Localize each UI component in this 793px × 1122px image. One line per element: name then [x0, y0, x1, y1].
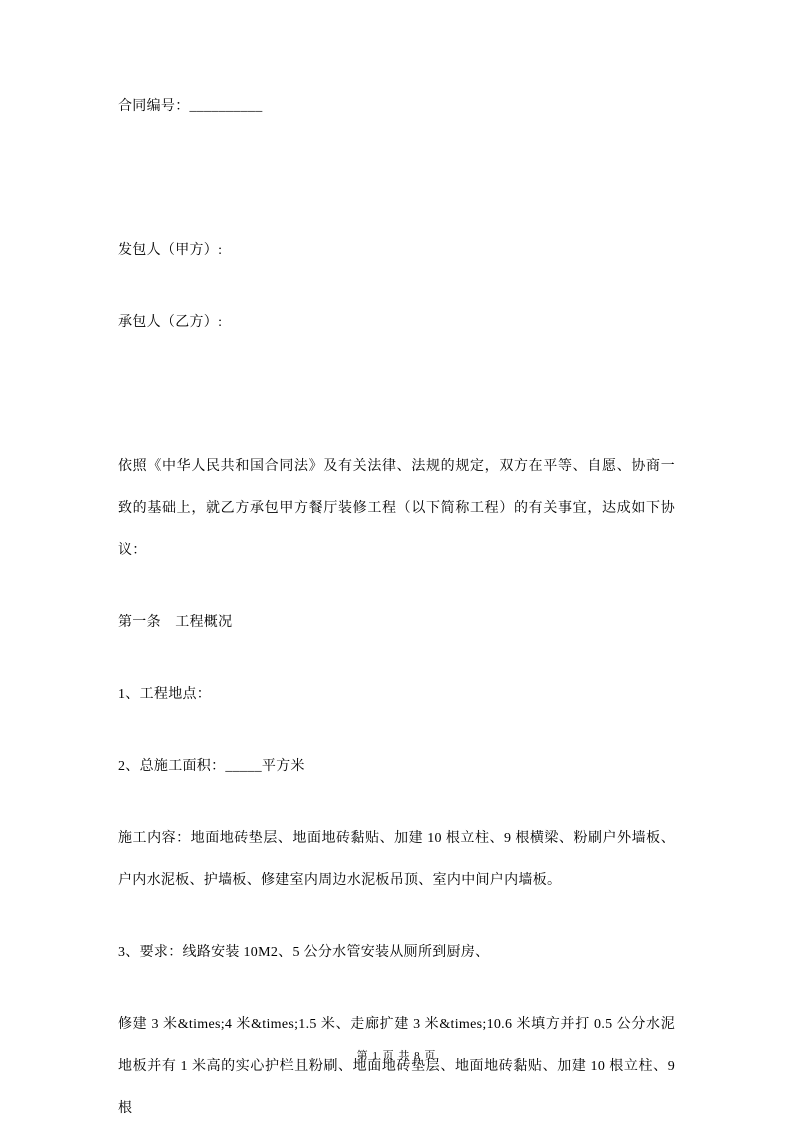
section-1-title: 第一条 工程概况 — [118, 615, 233, 630]
clause-3-requirements: 3、要求：线路安装 10M2、5 公分水管安装从厕所到厨房、 — [118, 945, 490, 960]
clause-3-continued-paragraph: 修建 3 米&times;4 米&times;1.5 米、走廊扩建 3 米&times;10.6 米填方并打 0.5 公分水泥地板并有 1 米高的实心护栏且粉刷、地面地砖垫层、地面地砖黏贴、加建 10 根立柱、9 根 — [118, 1017, 675, 1116]
party-b-label: 承包人（乙方）: — [118, 315, 223, 330]
preamble-paragraph: 依照《中华人民共和国合同法》及有关法律、法规的规定，双方在平等、自愿、协商一致的基础上，就乙方承包甲方餐厅装修工程（以下简称工程）的有关事宜，达成如下协议： — [118, 459, 675, 558]
blank-line — [118, 158, 675, 230]
contract-number-line: 合同编号：__________ — [118, 99, 263, 114]
construction-content-paragraph: 施工内容：地面地砖垫层、地面地砖黏贴、加建 10 根立柱、9 根横梁、粉刷户外墙板、户内水泥板、护墙板、修建室内周边水泥板吊顶、室内中间户内墙板。 — [118, 831, 675, 888]
party-a-label: 发包人（甲方）: — [118, 243, 223, 258]
blank-line — [118, 374, 675, 446]
clause-1-location: 1、工程地点： — [118, 687, 212, 702]
clause-2-area: 2、总施工面积：_____平方米 — [118, 759, 305, 774]
page-footer: 第 1 页 共 8 页 — [356, 1050, 437, 1062]
